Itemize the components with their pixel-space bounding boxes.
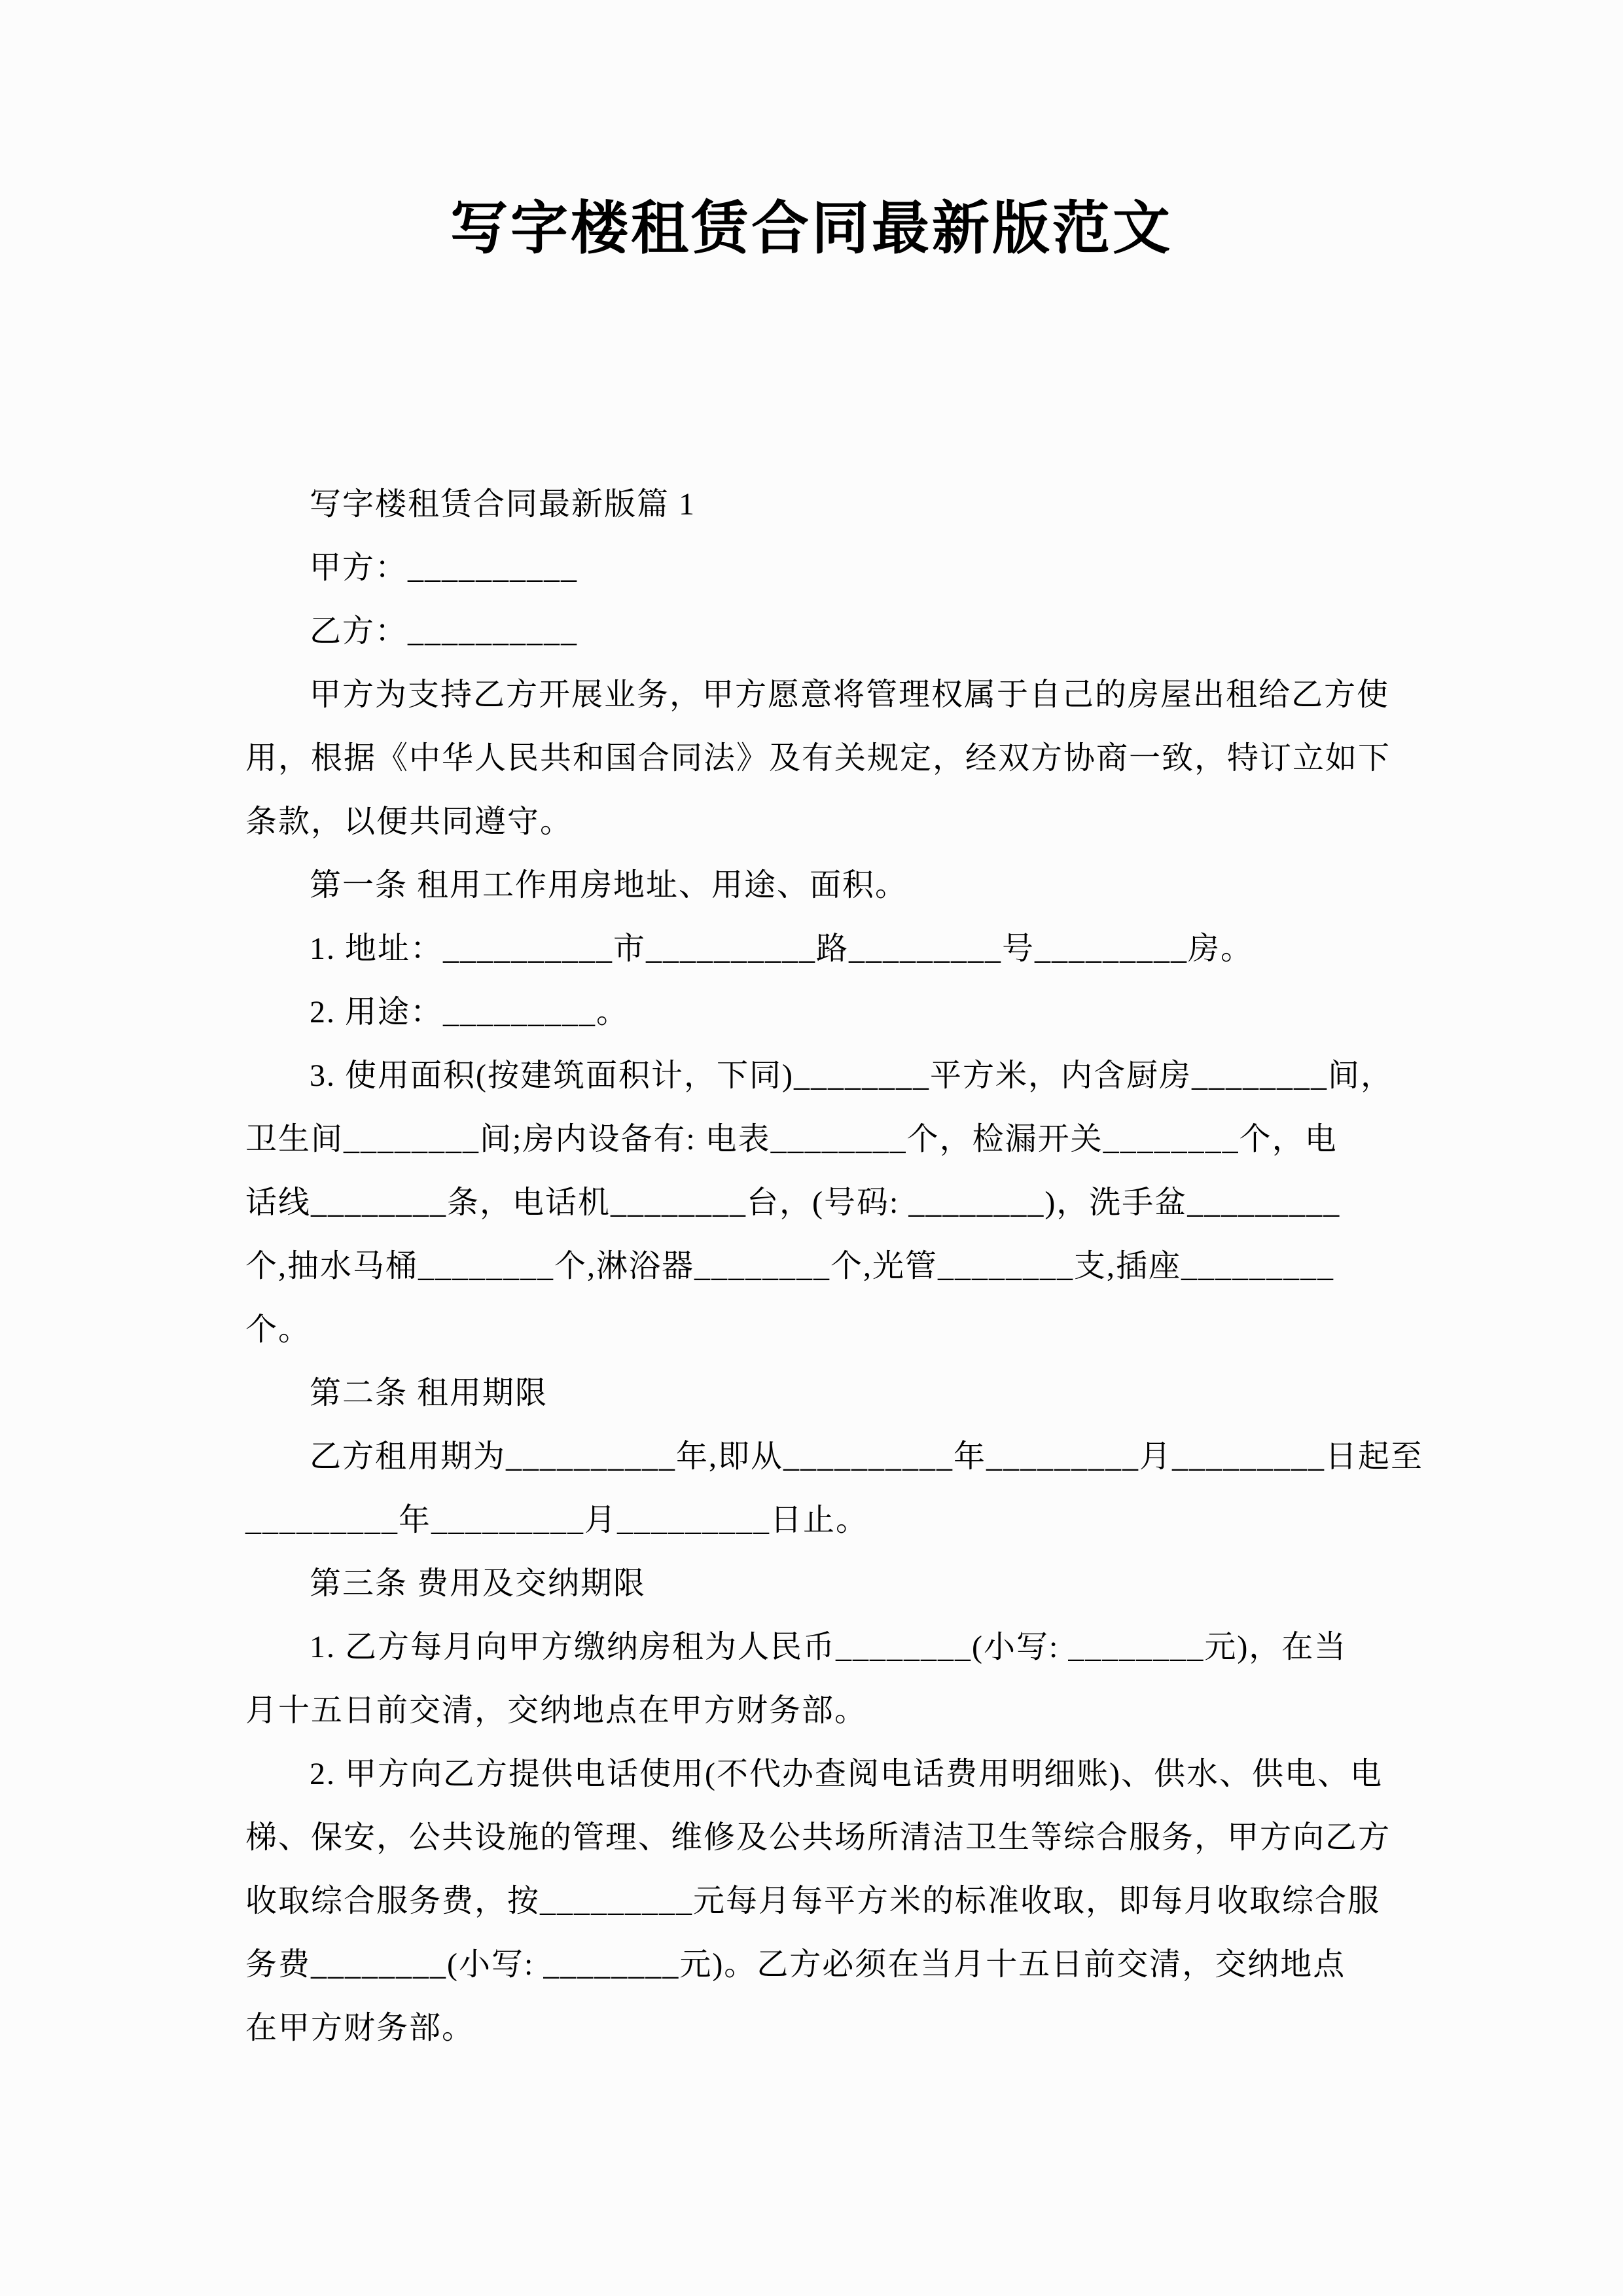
document-line: 月十五日前交清，交纳地点在甲方财务部。: [245, 1693, 868, 1728]
document-line: 1. 乙方每月向甲方缴纳房租为人民币________(小写: ________元)，在当: [310, 1630, 1347, 1664]
document-line: 在甲方财务部。: [245, 2011, 475, 2045]
document-line: 第二条 租用期限: [310, 1376, 548, 1410]
document-line: 收取综合服务费，按_________元每月每平方米的标准收取，即每月收取综合服: [245, 1884, 1381, 1918]
document-line: 第三条 费用及交纳期限: [310, 1566, 647, 1601]
document-line: 话线________条，电话机________台，(号码: ________)，洗手盆_________: [245, 1185, 1341, 1220]
document-line: 乙方租用期为__________年,即从__________年_________月_________日起至: [310, 1439, 1424, 1474]
document-line: 写字楼租赁合同最新版篇 1: [310, 487, 696, 522]
document-line: 梯、保安，公共设施的管理、维修及公共场所清洁卫生等综合服务，甲方向乙方: [245, 1820, 1391, 1855]
document-line: 2. 甲方向乙方提供电话使用(不代办查阅电话费用明细账)、供水、供电、电: [310, 1757, 1383, 1791]
document-line: 卫生间________间;房内设备有: 电表________个，检漏开关________个，电: [245, 1122, 1338, 1157]
document-line: _________年_________月_________日止。: [245, 1503, 869, 1537]
document-line: 用，根据《中华人民共和国合同法》及有关规定，经双方协商一致，特订立如下: [245, 741, 1391, 776]
document-line: 3. 使用面积(按建筑面积计，下同)________平方米，内含厨房________间，: [310, 1058, 1393, 1093]
document-line: 条款，以便共同遵守。: [245, 804, 573, 839]
document-line: 乙方：__________: [310, 614, 579, 649]
document-line: 甲方为支持乙方开展业务，甲方愿意将管理权属于自己的房屋出租给乙方使: [310, 677, 1390, 712]
document-line: 1. 地址：__________市__________路_________号_________房。: [310, 931, 1254, 966]
document-line: 第一条 租用工作用房地址、用途、面积。: [310, 868, 908, 903]
document-line: 务费________(小写: ________元)。乙方必须在当月十五日前交清，交纳地点: [245, 1947, 1346, 1982]
document-title: 写字楼租赁合同最新版范文: [450, 198, 1173, 261]
document-line: 2. 用途：_________。: [310, 995, 630, 1030]
document-line: 个。: [245, 1312, 312, 1347]
document-line: 个,抽水马桶________个,淋浴器________个,光管________支,插座_________: [245, 1249, 1335, 1283]
document-body: [245, 473, 1424, 2060]
document-line: 甲方：__________: [310, 550, 579, 585]
